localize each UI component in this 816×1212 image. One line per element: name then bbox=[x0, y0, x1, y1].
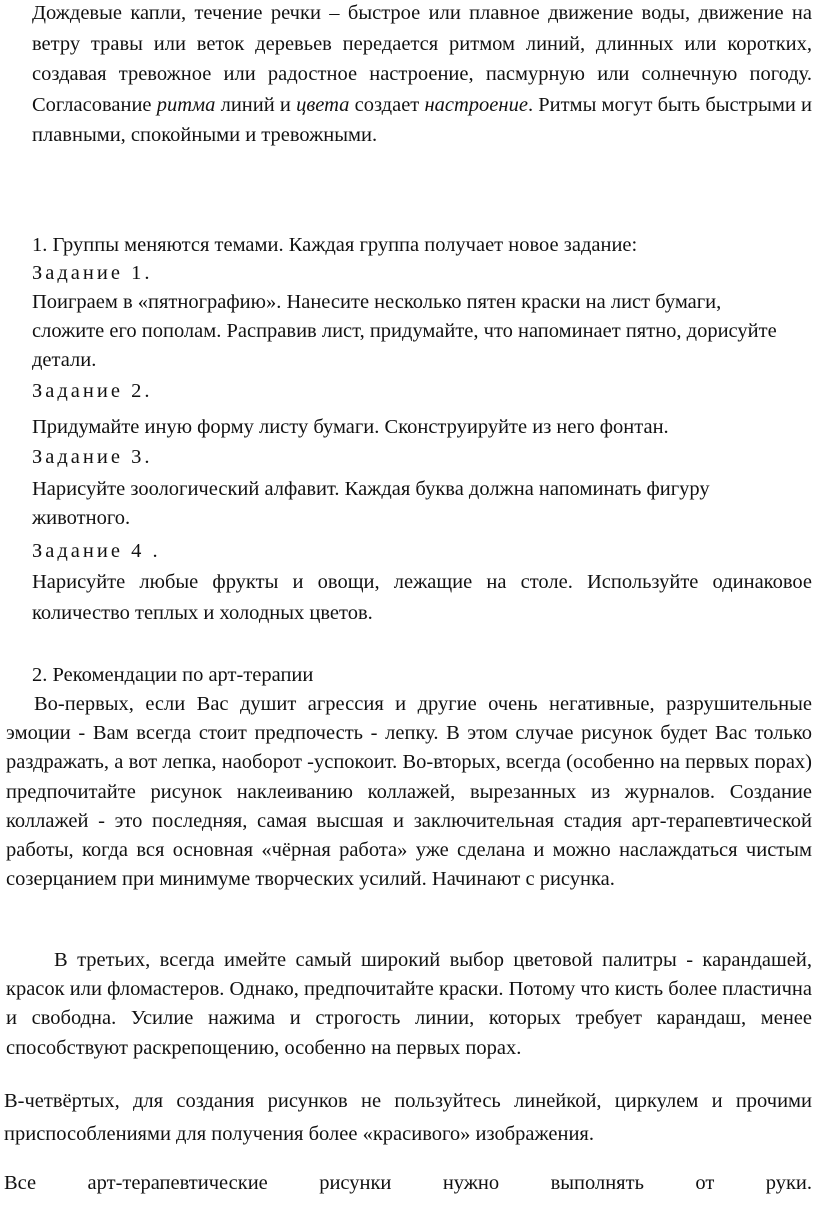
intro-text-3: создает bbox=[349, 93, 425, 116]
intro-paragraph bbox=[32, 0, 812, 151]
task-2-label: Задание 2. bbox=[32, 380, 153, 402]
intro-text-1: Дождевые капли, течение речки – быстрое или плавное движение воды, движение на ветру травы или веток деревьев передается ритмом линий, длинных или коротких, создавая тревожное или радостное настроение, пасмурную или солнечную погоду. Согласование bbox=[32, 2, 812, 116]
task-4-text: Нарисуйте любые фрукты и овощи, лежащие на столе. Используйте одинаковое количество теплых и холодных цветов. bbox=[32, 571, 812, 624]
intro-text-4: . Ритмы могут быть быстрыми и плавными, спокойными и тревожными. bbox=[32, 93, 812, 146]
section2-heading: 2. Рекомендации по арт-терапии bbox=[32, 664, 314, 686]
intro-emphasis-mood: настроение bbox=[424, 93, 528, 116]
task-2-text: Придумайте иную форму листу бумаги. Сконструируйте из него фонтан. bbox=[32, 416, 669, 438]
task-1-label: Задание 1. bbox=[32, 262, 153, 284]
task-3-text: Нарисуйте зоологический алфавит. Каждая буква должна напоминать фигуру животного. bbox=[32, 478, 710, 530]
intro-emphasis-rhythm: ритма bbox=[156, 93, 216, 116]
task-1-text: Поиграем в «пятнографию». Нанесите несколько пятен краски на лист бумаги, сложите его пополам. Расправив лист, придумайте, что напоминает пятно, дорисуйте детали. bbox=[32, 291, 777, 372]
recommendations-paragraph-2: В третьих, всегда имейте самый широкий выбор цветовой палитры - карандашей, красок или фломастеров. Однако, предпочитайте краски. Потому что кисть более пластична и свободна. Усилие нажима и строгость линии, которых требует карандаш, менее способствуют раскрепощению, особенно на первых порах. bbox=[6, 949, 812, 1059]
section1-heading: 1. Группы меняются темами. Каждая группа получает новое задание: bbox=[32, 234, 638, 256]
recommendations-paragraph-4: Все арт-терапевтические рисунки нужно выполнять от руки. bbox=[4, 1172, 812, 1194]
intro-emphasis-color: цвета bbox=[296, 93, 350, 116]
task-4-label: Задание 4 . bbox=[32, 540, 161, 562]
task-3-label: Задание 3. bbox=[32, 446, 153, 468]
recommendations-paragraph-3: В-четвёртых, для создания рисунков не пользуйтесь линейкой, циркулем и прочими приспособлениями для получения более «красивого» изображения. bbox=[4, 1090, 812, 1145]
intro-text-2: линий и bbox=[215, 93, 297, 116]
recommendations-paragraph-1: Во-первых, если Вас душит агрессия и другие очень негативные, разрушительные эмоции - Вам всегда стоит предпочесть - лепку. В этом случае рисунок будет Вас только раздражать, а вот лепка, наоборот -успокоит. Во-вторых, всегда (особенно на первых порах) предпочитайте рисунок наклеиванию коллажей, вырезанных из журналов. Создание коллажей - это последняя, самая высшая и заключительная стадия арт-терапевтической работы, когда вся основная «чёрная работа» уже сделана и можно наслаждаться чистым созерцанием при минимуме творческих усилий. Начинают с рисунка. bbox=[6, 693, 812, 891]
